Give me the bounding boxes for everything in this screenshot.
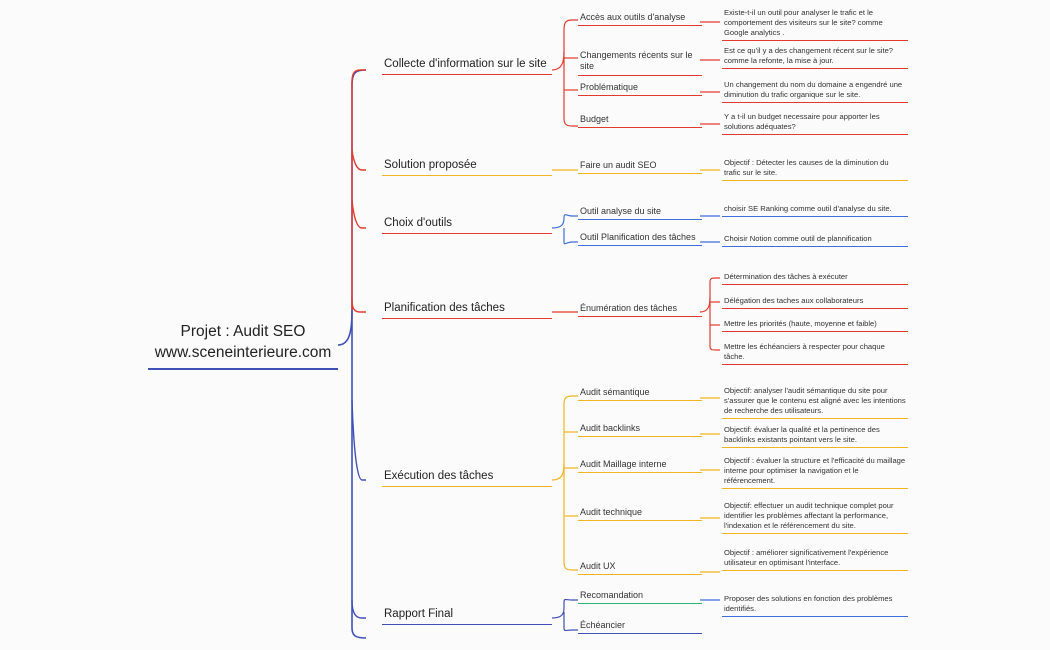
root-node[interactable] — [148, 322, 338, 372]
branch-label: Collecte d'information sur le site — [384, 58, 547, 70]
subnode-label: Énumération des tâches — [580, 303, 678, 313]
detail-underline — [722, 284, 908, 285]
subnode-label: Audit sémantique — [580, 387, 650, 397]
detail-problematique[interactable] — [722, 80, 908, 103]
subnode-label: Faire un audit SEO — [580, 160, 657, 170]
detail-text: choisir SE Ranking comme outil d'analyse du site. — [724, 204, 892, 213]
subnode-acces-outils-analyse[interactable] — [578, 12, 702, 26]
subnode-underline — [578, 127, 702, 128]
detail-underline — [722, 570, 908, 571]
branch-choix-doutils[interactable] — [382, 216, 552, 236]
subnode-label: Accès aux outils d'analyse — [580, 12, 686, 22]
subnode-label: Outil analyse du site — [580, 206, 662, 216]
detail-text: Objectif : Détecter les causes de la diminution du trafic sur le site. — [724, 158, 889, 177]
detail-text: Objectif : évaluer la structure et l'efficacité du maillage interne pour optimiser la navigation et le référencement. — [724, 456, 906, 485]
detail-text: Objectif: analyser l'audit sémantique du site pour s'assurer que le contenu est aligné avec les intentions de recherche des utilisateurs. — [724, 386, 906, 415]
detail-text: Détermination des tâches à exécuter — [724, 272, 848, 281]
subnode-problematique[interactable] — [578, 82, 702, 96]
branch-label: Rapport Final — [384, 608, 454, 620]
subnode-budget[interactable] — [578, 114, 702, 128]
detail-outil-planification[interactable] — [722, 234, 908, 247]
detail-underline — [722, 216, 908, 217]
subnode-underline — [578, 436, 702, 437]
detail-determination-taches[interactable] — [722, 272, 908, 285]
detail-budget[interactable] — [722, 112, 908, 135]
detail-delegation-taches[interactable] — [722, 296, 908, 309]
branch-underline-1 — [382, 74, 552, 75]
subnode-audit-technique[interactable] — [578, 507, 702, 521]
branch-collecte-dinformation[interactable] — [382, 57, 552, 77]
detail-recomandation[interactable] — [722, 594, 908, 617]
subnode-underline — [578, 316, 702, 317]
subnode-underline — [578, 400, 702, 401]
subnode-underline — [578, 603, 702, 604]
subnode-echeancier[interactable] — [578, 620, 702, 634]
detail-audit-ux[interactable] — [722, 548, 908, 571]
subnode-underline — [578, 520, 702, 521]
detail-faire-audit-seo[interactable] — [722, 158, 908, 181]
subnode-label: Problématique — [580, 82, 639, 92]
detail-text: Objectif: évaluer la qualité et la pertinence des backlinks existants pointant vers le site. — [724, 425, 880, 444]
detail-underline — [722, 616, 908, 617]
subnode-underline — [578, 25, 702, 26]
subnode-audit-maillage-interne[interactable] — [578, 459, 702, 473]
subnode-label: Outil Planification des tâches — [580, 232, 696, 242]
subnode-enumeration-des-taches[interactable] — [578, 303, 702, 317]
root-underline-1 — [148, 368, 338, 370]
detail-audit-backlinks[interactable] — [722, 425, 908, 448]
branch-planification-des-taches[interactable] — [382, 301, 552, 321]
detail-acces-outils-analyse[interactable] — [722, 8, 908, 41]
subnode-faire-audit-seo[interactable] — [578, 160, 702, 174]
detail-text: Mettre les échéanciers à respecter pour chaque tâche. — [724, 342, 885, 361]
detail-underline — [722, 40, 908, 41]
detail-echeanciers[interactable] — [722, 342, 908, 365]
detail-text: Mettre les priorités (haute, moyenne et faible) — [724, 319, 877, 328]
subnode-underline — [578, 574, 702, 575]
detail-text: Délégation des taches aux collaborateurs — [724, 296, 864, 305]
branch-rapport-final[interactable] — [382, 607, 552, 627]
detail-audit-maillage-interne[interactable] — [722, 456, 908, 489]
subnode-underline — [578, 633, 702, 634]
detail-priorites[interactable] — [722, 319, 908, 332]
detail-underline — [722, 488, 908, 489]
detail-underline — [722, 364, 908, 365]
subnode-label: Audit Maillage interne — [580, 459, 667, 469]
root-title-line2: www.sceneinterieure.com — [154, 344, 332, 362]
branch-underline-1 — [382, 175, 552, 176]
detail-underline — [722, 68, 908, 69]
detail-text: Proposer des solutions en fonction des problèmes identifiés. — [724, 594, 893, 613]
root-title-line1: Projet : Audit SEO — [180, 323, 306, 340]
detail-text: Objectif : améliorer significativement l'expérience utilisateur en optimisant l'interface. — [724, 548, 889, 567]
subnode-audit-backlinks[interactable] — [578, 423, 702, 437]
subnode-underline — [578, 173, 702, 174]
subnode-underline — [578, 219, 702, 220]
detail-underline — [722, 447, 908, 448]
detail-outil-analyse-du-site[interactable] — [722, 204, 908, 217]
branch-label: Choix d'outils — [384, 217, 453, 229]
subnode-underline — [578, 95, 702, 96]
branch-underline-1 — [382, 233, 552, 234]
branch-label: Exécution des tâches — [384, 470, 494, 482]
subnode-underline — [578, 75, 702, 76]
detail-underline — [722, 180, 908, 181]
branch-underline-1 — [382, 486, 552, 487]
detail-underline — [722, 246, 908, 247]
detail-text: Objectif: effectuer un audit technique complet pour identifier les problèmes affectant la performance, l'indexation et le référencement du site. — [724, 501, 894, 530]
detail-text: Y a t-il un budget necessaire pour apporter les solutions adéquates? — [724, 112, 880, 131]
detail-underline — [722, 134, 908, 135]
subnode-label: Audit backlinks — [580, 423, 641, 433]
subnode-label: Audit UX — [580, 561, 616, 571]
subnode-label: Échéancier — [580, 620, 626, 630]
detail-underline — [722, 533, 908, 534]
subnode-audit-semantique[interactable] — [578, 387, 702, 401]
detail-text: Est ce qu'il y a des changement récent sur le site? comme la refonte, la mise à jour. — [724, 46, 894, 65]
detail-underline — [722, 102, 908, 103]
subnode-changements-recents[interactable] — [578, 50, 702, 76]
subnode-outil-analyse-du-site[interactable] — [578, 206, 702, 220]
detail-audit-technique[interactable] — [722, 501, 908, 534]
subnode-audit-ux[interactable] — [578, 561, 702, 575]
subnode-label: Changements récents sur le site — [580, 50, 693, 72]
branch-label: Planification des tâches — [384, 302, 505, 314]
subnode-underline — [578, 472, 702, 473]
subnode-label: Audit technique — [580, 507, 643, 517]
branch-underline-1 — [382, 318, 552, 319]
subnode-recomandation[interactable] — [578, 590, 702, 604]
subnode-outil-planification-taches[interactable] — [578, 232, 702, 246]
detail-changements-recents[interactable] — [722, 46, 908, 69]
branch-execution-des-taches[interactable] — [382, 469, 552, 489]
subnode-underline — [578, 245, 702, 246]
detail-underline — [722, 418, 908, 419]
detail-underline — [722, 331, 908, 332]
branch-label: Solution proposée — [384, 159, 477, 171]
detail-text: Existe-t-il un outil pour analyser le trafic et le comportement des visiteurs sur le site? comme Google analytics . — [724, 8, 883, 37]
detail-underline — [722, 308, 908, 309]
subnode-label: Budget — [580, 114, 609, 124]
branch-solution-proposee[interactable] — [382, 158, 552, 178]
detail-text: Choisir Notion comme outil de plannification — [724, 234, 872, 243]
subnode-label: Recomandation — [580, 590, 644, 600]
detail-audit-semantique[interactable] — [722, 386, 908, 419]
detail-text: Un changement du nom du domaine a engendré une diminution du trafic organique sur le site. — [724, 80, 903, 99]
branch-underline-1 — [382, 624, 552, 625]
